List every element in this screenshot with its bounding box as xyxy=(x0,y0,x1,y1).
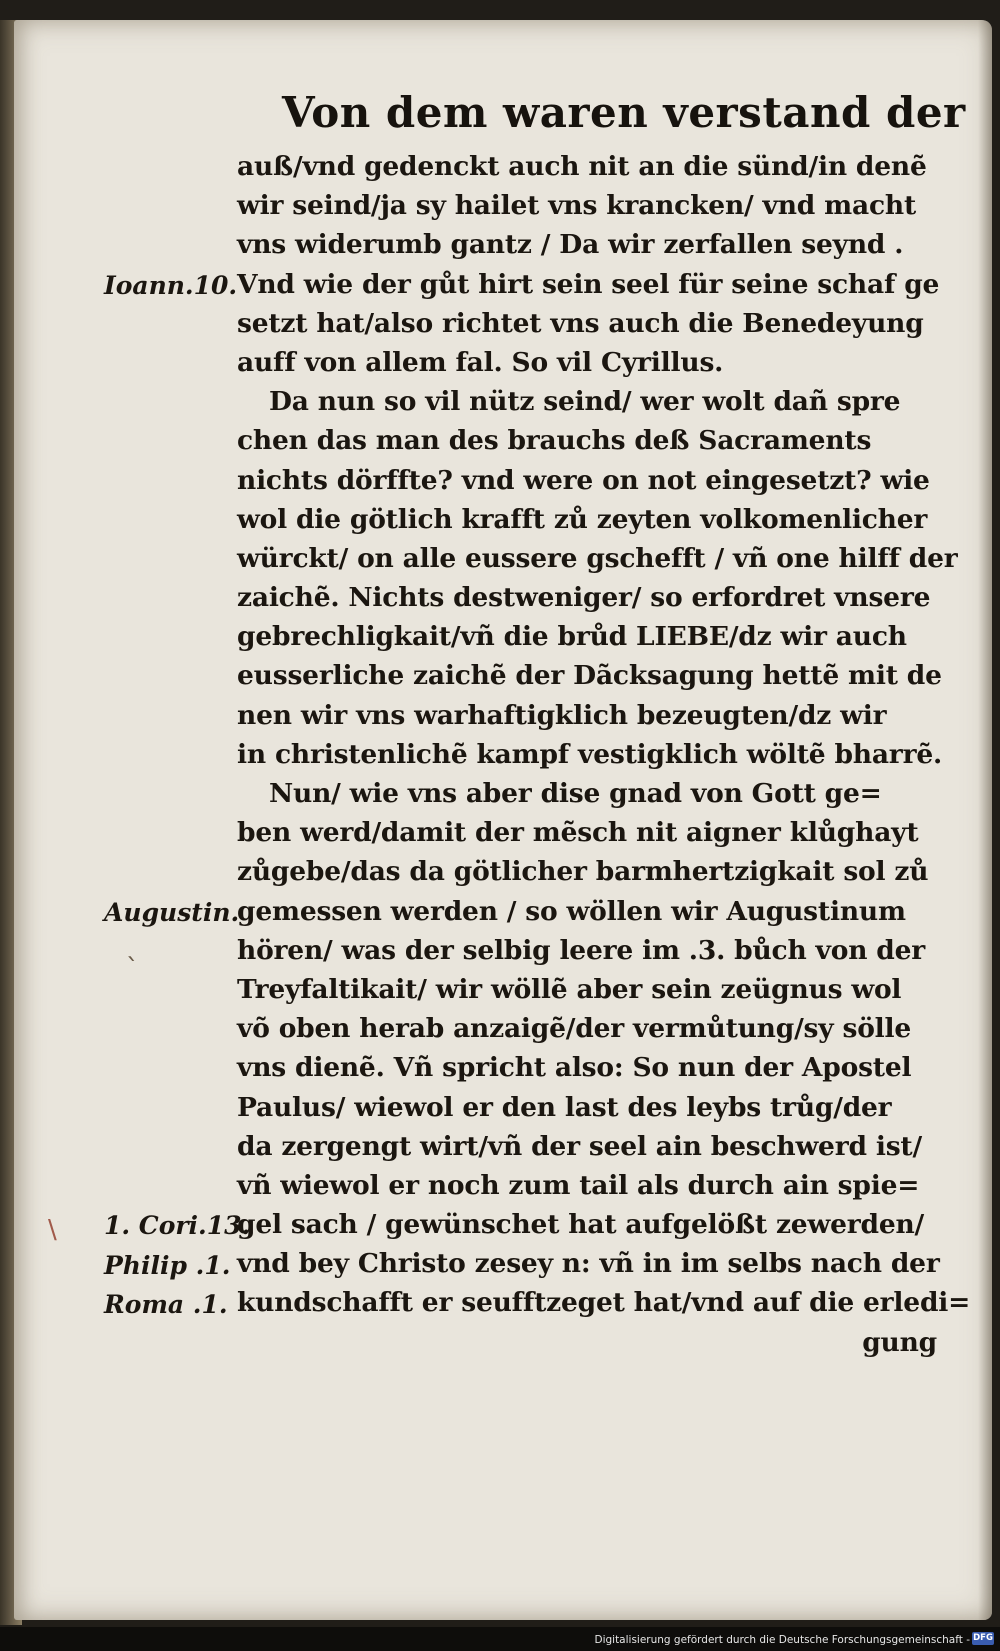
running-title: Von dem waren verstand der xyxy=(282,88,966,137)
ink-mark: ˋ xyxy=(126,954,139,984)
text-line: Nun/ wie vns aber dise gnad von Gott ge= xyxy=(269,778,882,809)
margin-note: Philip .1. xyxy=(104,1250,231,1280)
page-edge-shadow xyxy=(978,20,992,1620)
text-line: gel sach / gewünschet hat aufgelößt zewerden/ xyxy=(237,1209,925,1241)
text-line: gung xyxy=(862,1326,937,1358)
text-line: Paulus/ wiewol er den last des leybs trůg/der xyxy=(237,1091,892,1123)
text-line: zůgebe/das da götlicher barmhertzigkait sol zů xyxy=(237,856,929,888)
body-text xyxy=(237,147,971,1362)
text-line: wir seind/ja sy hailet vns krancken/ vnd macht xyxy=(237,190,916,222)
text-line: Vnd wie der gůt hirt sein seel für seine schaf ge xyxy=(237,268,940,300)
text-line: võ oben herab anzaigẽ/der vermůtung/sy sölle xyxy=(237,1013,912,1045)
text-line: vñ wiewol er noch zum tail als durch ain spie= xyxy=(237,1169,920,1201)
margin-note: Ioann.10. xyxy=(104,270,238,300)
text-line: eusserliche zaichẽ der Dãcksagung hettẽ mit de xyxy=(237,660,942,692)
text-line: wol die götlich krafft zů zeyten volkomenlicher xyxy=(237,503,928,535)
text-line: in christenlichẽ kampf vestigklich wöltẽ bharrẽ. xyxy=(237,738,943,770)
text-line: würckt/ on alle eussere gschefft / vñ one hilff der xyxy=(237,542,958,574)
ink-mark: \ xyxy=(48,1215,57,1245)
text-line: auß/vnd gedenckt auch nit an die sünd/in denẽ xyxy=(237,151,927,182)
text-line: vns widerumb gantz / Da wir zerfallen seynd . xyxy=(237,229,904,261)
text-line: kundschafft er seufftzeget hat/vnd auf die erledi= xyxy=(237,1287,971,1319)
funding-credit: Digitalisierung gefördert durch die Deutsche Forschungsgemeinschaft - xyxy=(594,1634,970,1646)
text-line: setzt hat/also richtet vns auch die Benedeyung xyxy=(237,307,924,339)
text-line: nichts dörffte? vnd were on not eingesetzt? wie xyxy=(237,464,930,496)
text-line: auff von allem fal. So vil Cyrillus. xyxy=(237,346,724,378)
text-line: gemessen werden / so wöllen wir Augustinum xyxy=(237,895,906,927)
text-line: vns dienẽ. Vñ spricht also: So nun der Apostel xyxy=(237,1052,912,1084)
margin-note: 1. Cori.13. xyxy=(104,1211,251,1241)
margin-note: Augustin. xyxy=(104,897,240,927)
text-line: chen das man des brauchs deß Sacraments xyxy=(237,425,872,457)
text-line: Da nun so vil nütz seind/ wer wolt dañ spre xyxy=(269,386,901,418)
text-line: vnd bey Christo zesey n: vñ in im selbs nach der xyxy=(237,1248,940,1280)
text-line: Treyfaltikait/ wir wöllẽ aber sein zeügnus wol xyxy=(237,973,902,1005)
text-line: gebrechligkait/vñ die brůd LIEBE/dz wir auch xyxy=(237,621,907,653)
dfg-logo: DFG xyxy=(973,1633,993,1643)
text-line: hören/ was der selbig leere im .3. bůch von der xyxy=(237,934,926,966)
text-line: nen wir vns warhaftigklich bezeugten/dz wir xyxy=(237,699,887,731)
margin-note: Roma .1. xyxy=(104,1289,228,1319)
text-line: ben werd/damit der mẽsch nit aigner klůghayt xyxy=(237,817,919,849)
text-line: da zergengt wirt/vñ der seel ain beschwerd ist/ xyxy=(237,1130,922,1162)
text-line: zaichẽ. Nichts destweniger/ so erfordret vnsere xyxy=(237,582,931,614)
